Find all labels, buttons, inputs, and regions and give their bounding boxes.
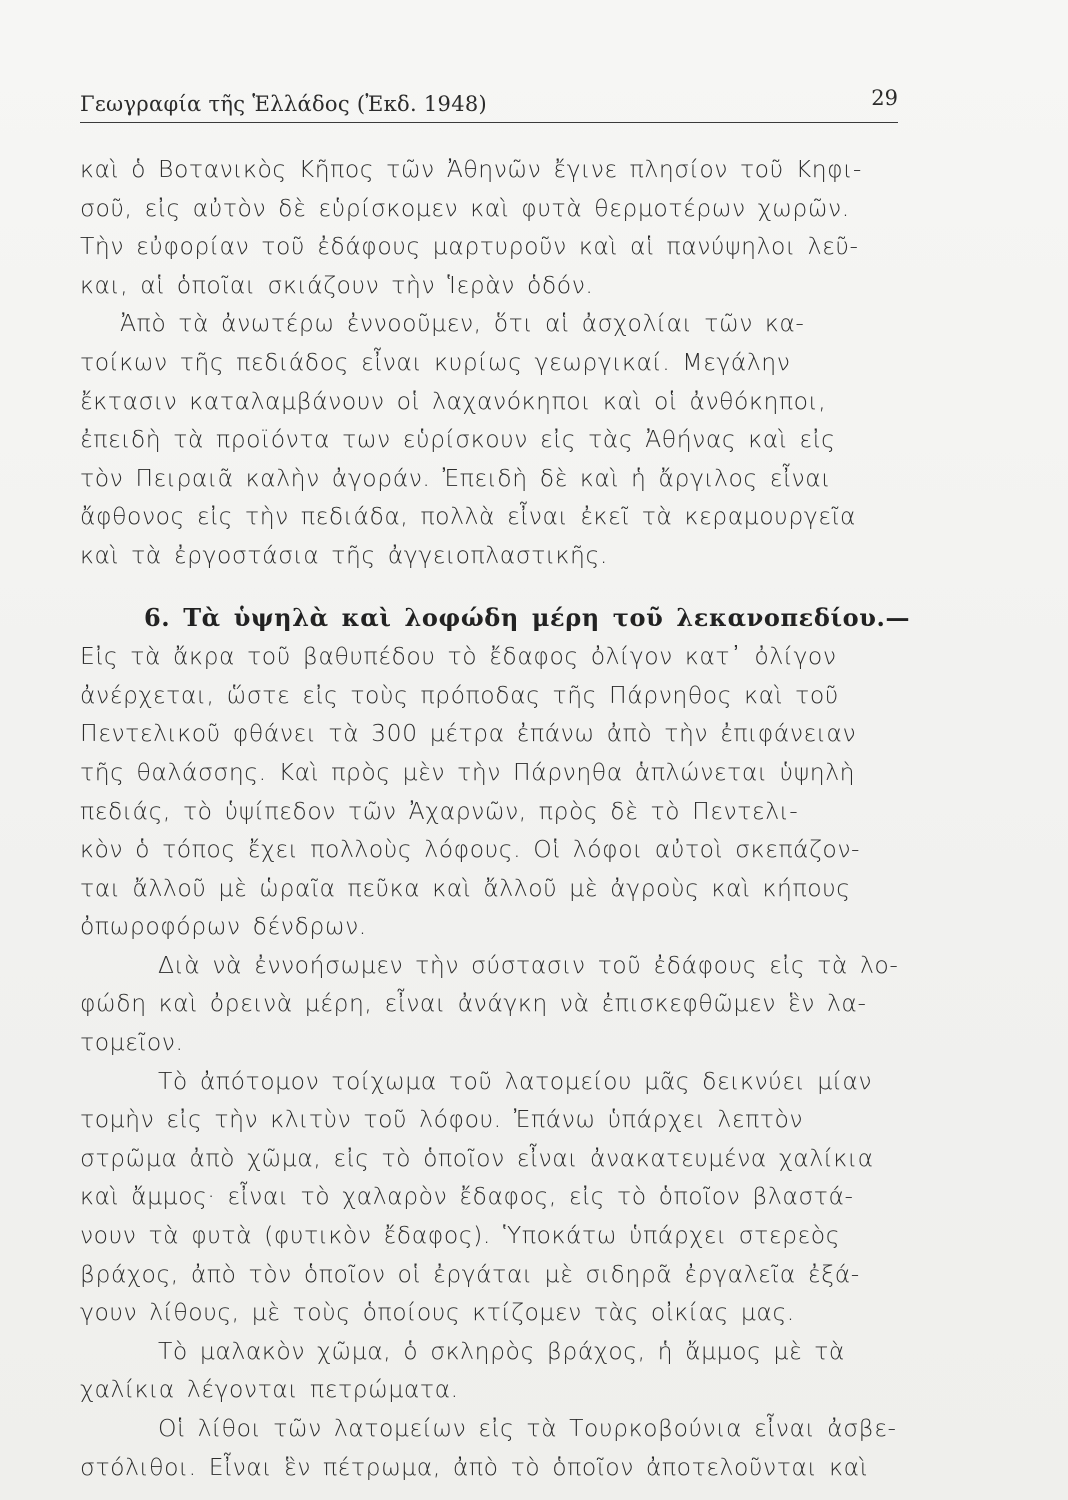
text-line: καὶ ἄμμος· εἶναι τὸ χαλαρὸν ἔδαφος, εἰς τὸ ὁποῖον βλαστά- xyxy=(80,1182,854,1211)
paragraph-start-line: Διὰ νὰ ἐννοήσωμεν τὴν σύστασιν τοῦ ἐδάφους εἰς τὰ λο- xyxy=(158,950,899,979)
text-line: Τὴν εὐφορίαν τοῦ ἐδάφους μαρτυροῦν καὶ αἱ πανύψηλοι λεῦ- xyxy=(80,232,859,261)
text-line: Εἰς τὰ ἄκρα τοῦ βαθυπέδου τὸ ἔδαφος ὀλίγον κατ᾿ ὀλίγον xyxy=(80,642,837,671)
text-line: τοίκων τῆς πεδιάδος εἶναι κυρίως γεωργικαί. Μεγάλην xyxy=(80,347,791,376)
text-line: στρῶμα ἀπὸ χῶμα, εἰς τὸ ὁποῖον εἶναι ἀνακατευμένα χαλίκια xyxy=(80,1143,874,1172)
text-line: ἄφθονος εἰς τὴν πεδιάδα, πολλὰ εἶναι ἐκεῖ τὰ κεραμουργεῖα xyxy=(80,502,857,531)
text-line: στόλιθοι. Εἶναι ἓν πέτρωμα, ἀπὸ τὸ ὁποῖον ἀποτελοῦνται καὶ xyxy=(80,1452,869,1481)
text-line: πεδιάς, τὸ ὑψίπεδον τῶν Ἀχαρνῶν, πρὸς δὲ τὸ Πεντελι- xyxy=(80,796,799,825)
text-line: ται ἄλλοῦ μὲ ὡραῖα πεῦκα καὶ ἄλλοῦ μὲ ἀγροὺς καὶ κήπους xyxy=(80,873,851,902)
body-text xyxy=(80,150,940,1486)
paragraph-start-line: Τὸ μαλακὸν χῶμα, ὁ σκληρὸς βράχος, ἡ ἄμμος μὲ τὰ xyxy=(158,1336,845,1365)
page-number: 29 xyxy=(871,86,898,110)
text-line: καὶ τὰ ἐργοστάσια τῆς ἀγγειοπλαστικῆς. xyxy=(80,540,608,569)
text-line: τὸν Πειραιᾶ καλὴν ἀγοράν. Ἐπειδὴ δὲ καὶ ἡ ἄργιλος εἶναι xyxy=(80,463,831,492)
text-line: ἐπειδὴ τὰ προϊόντα των εὑρίσκουν εἰς τὰς Ἀθήνας καὶ εἰς xyxy=(80,425,836,454)
text-line: και, αἱ ὁποῖαι σκιάζουν τὴν Ἱερὰν ὁδόν. xyxy=(80,270,594,299)
text-line: νουν τὰ φυτὰ (φυτικὸν ἔδαφος). Ὑποκάτω ὑπάρχει στερεὸς xyxy=(80,1221,841,1250)
page-header xyxy=(80,86,898,126)
text-line: ἀνέρχεται, ὥστε εἰς τοὺς πρόποδας τῆς Πάρνηθος καὶ τοῦ xyxy=(80,680,839,709)
text-line: τομεῖον. xyxy=(80,1028,184,1057)
text-line: φώδη καὶ ὀρεινὰ μέρη, εἶναι ἀνάγκη νὰ ἐπισκεφθῶμεν ἓν λα- xyxy=(80,989,867,1018)
text-line: τομὴν εἰς τὴν κλιτὺν τοῦ λόφου. Ἐπάνω ὑπάρχει λεπτὸν xyxy=(80,1105,804,1134)
section-heading: 6. Τὰ ὑψηλὰ καὶ λοφώδη μέρη τοῦ λεκανοπεδίου.— xyxy=(144,602,911,632)
text-line: γουν λίθους, μὲ τοὺς ὁποίους κτίζομεν τὰς οἰκίας μας. xyxy=(80,1298,795,1327)
text-line: ὀπωροφόρων δένδρων. xyxy=(80,912,367,941)
paragraph-start-line: Οἱ λίθοι τῶν λατομείων εἰς τὰ Τουρκοβούνια εἶναι ἀσβε- xyxy=(158,1414,897,1442)
text-line: βράχος, ἀπὸ τὸν ὁποῖον οἱ ἐργάται μὲ σιδηρᾶ ἐργαλεῖα ἐξά- xyxy=(80,1259,860,1288)
running-head: Γεωγραφία τῆς Ἑλλάδος (Ἐκδ. 1948) xyxy=(80,92,488,116)
header-rule xyxy=(80,122,898,123)
text-line: καὶ ὁ Βοτανικὸς Κῆπος τῶν Ἀθηνῶν ἔγινε πλησίον τοῦ Κηφι- xyxy=(80,155,862,183)
paragraph-start-line: Τὸ ἀπότομον τοίχωμα τοῦ λατομείου μᾶς δεικνύει μίαν xyxy=(158,1066,873,1095)
text-line: τῆς θαλάσσης. Καὶ πρὸς μὲν τὴν Πάρνηθα ἁπλώνεται ὑψηλὴ xyxy=(80,757,856,786)
paragraph-start-line: Ἀπὸ τὰ ἀνωτέρω ἐννοοῦμεν, ὅτι αἱ ἀσχολίαι τῶν κα- xyxy=(120,309,805,338)
text-line: σοῦ, εἰς αὐτὸν δὲ εὑρίσκομεν καὶ φυτὰ θερμοτέρων χωρῶν. xyxy=(80,193,850,222)
text-line: ἔκτασιν καταλαμβάνουν οἱ λαχανόκηποι καὶ οἱ ἀνθόκηποι, xyxy=(80,386,827,415)
text-line: Πεντελικοῦ φθάνει τὰ 300 μέτρα ἐπάνω ἀπὸ τὴν ἐπιφάνειαν xyxy=(80,719,857,748)
text-line: χαλίκια λέγονται πετρώματα. xyxy=(80,1375,459,1404)
text-line: κὸν ὁ τόπος ἔχει πολλοὺς λόφους. Οἱ λόφοι αὐτοὶ σκεπάζον- xyxy=(80,835,861,864)
